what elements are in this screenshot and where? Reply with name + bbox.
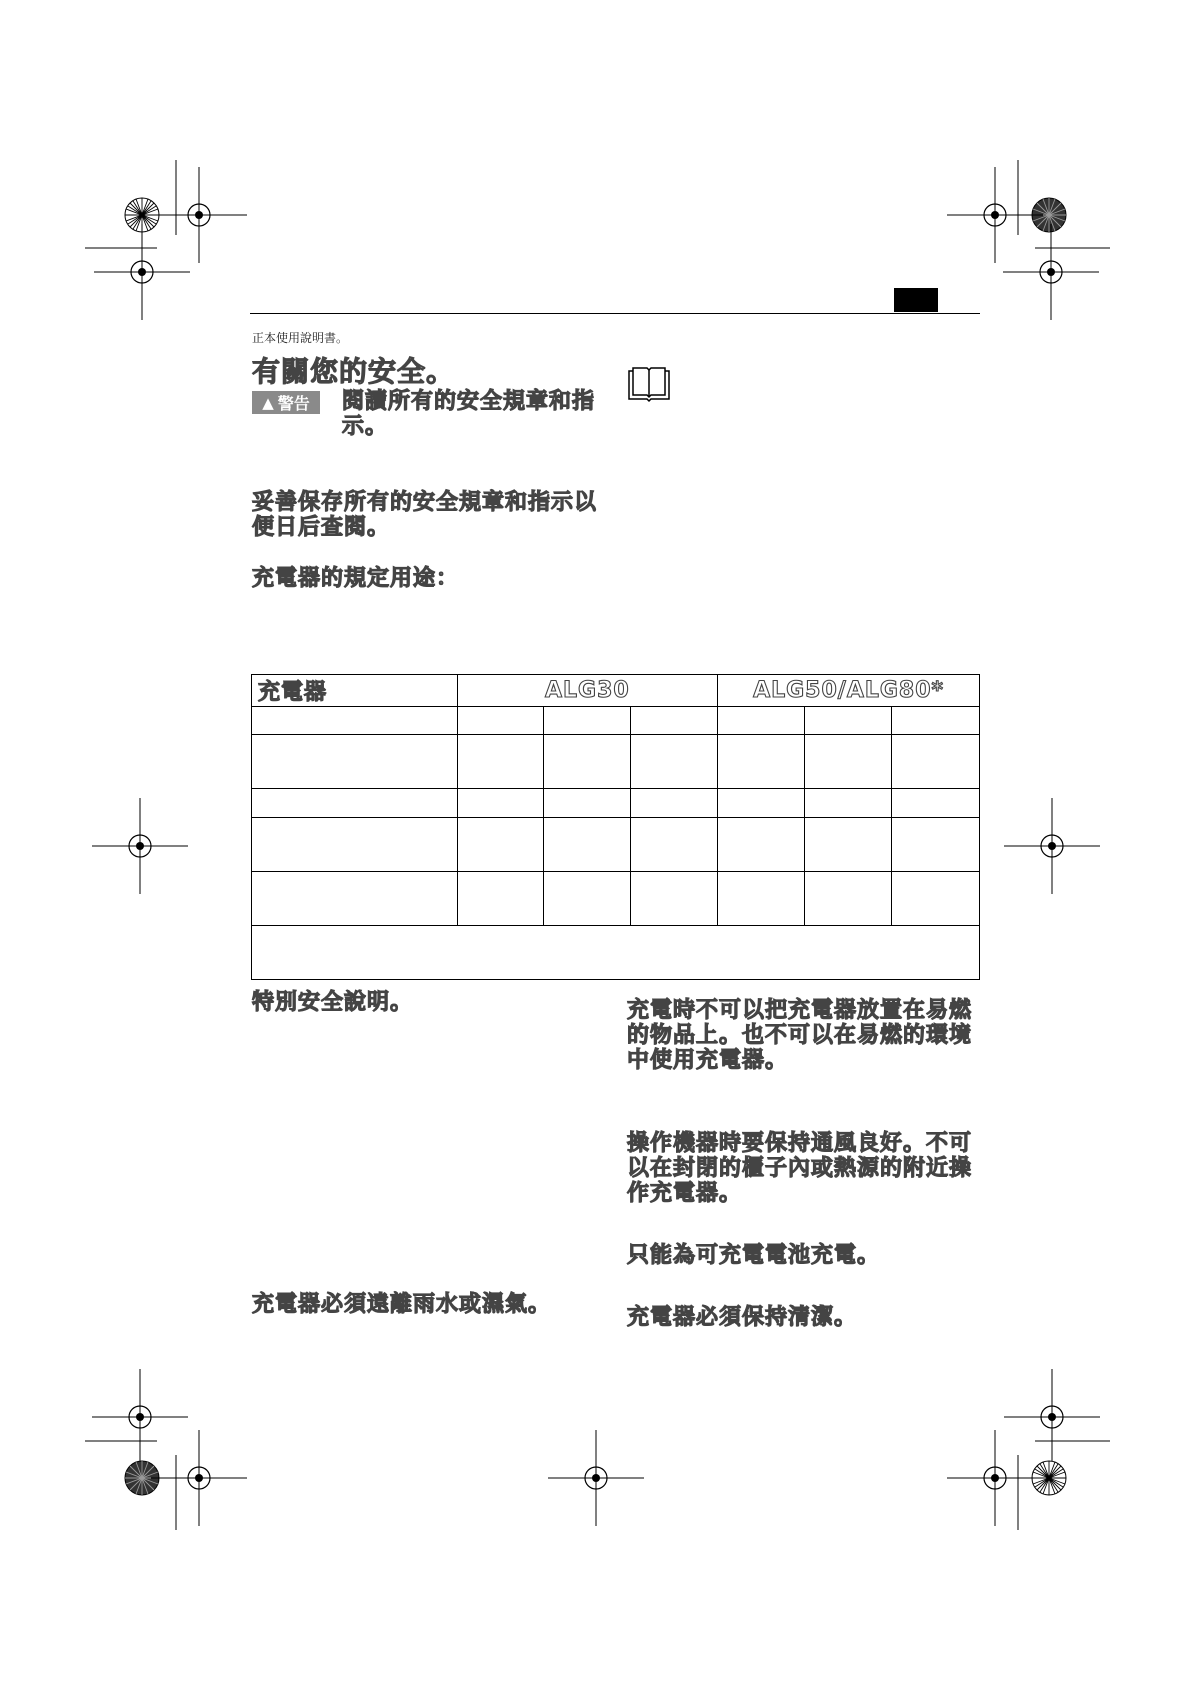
- page-title: 有關您的安全。: [252, 355, 456, 388]
- keep-clean-warning: 充電器必須保持清潔。: [627, 1305, 858, 1330]
- warning-text-line1: 閱讀所有的安全規章和指: [342, 389, 596, 414]
- ventilation-line2: 以在封閉的櫃子內或熱源的附近操: [627, 1156, 973, 1181]
- warning-badge-label: 警告: [277, 394, 310, 413]
- ventilation-warning: [627, 1131, 972, 1206]
- flammable-warning: [627, 998, 972, 1073]
- table-row: [252, 707, 980, 735]
- intended-use-heading: 充電器的規定用途：: [252, 566, 460, 591]
- warning-triangle-icon: ▲: [262, 393, 274, 412]
- read-manual-book-icon: [627, 365, 671, 403]
- keep-instructions: [252, 490, 597, 540]
- spec-table: [251, 674, 980, 980]
- table-row: [252, 872, 980, 926]
- rechargeable-only-warning: 只能為可充電電池充電。: [627, 1243, 881, 1268]
- ventilation-line3: 作充電器。: [627, 1181, 743, 1206]
- spec-header-charger: 充電器: [252, 675, 458, 707]
- warning-text-line2: 示。: [342, 414, 389, 439]
- warning-text: [342, 389, 595, 439]
- flammable-line1: 充電時不可以把充電器放置在易燃: [627, 998, 973, 1023]
- table-row: [252, 818, 980, 872]
- keep-dry-warning: 充電器必須遠離雨水或濕氣。: [252, 1292, 552, 1317]
- keep-instructions-line1: 妥善保存所有的安全規章和指示以: [252, 490, 598, 515]
- ventilation-line1: 操作機器時要保持通風良好。不可: [627, 1131, 973, 1156]
- flammable-line2: 的物品上。也不可以在易燃的環境: [627, 1023, 973, 1048]
- spec-header-model-a: ALG30: [457, 675, 718, 707]
- table-footnote-row: [252, 926, 980, 980]
- keep-instructions-line2: 便日后查閱。: [252, 515, 391, 540]
- original-manual-text: 正本使用說明書。: [252, 331, 349, 345]
- table-row: [252, 735, 980, 789]
- original-manual-note: [252, 329, 348, 346]
- special-safety-heading: 特別安全說明。: [252, 990, 414, 1015]
- table-row: [252, 789, 980, 818]
- flammable-line3: 中使用充電器。: [627, 1048, 789, 1073]
- spec-header-model-b: ALG50/ALG80*: [718, 675, 980, 707]
- warning-badge: [252, 391, 320, 414]
